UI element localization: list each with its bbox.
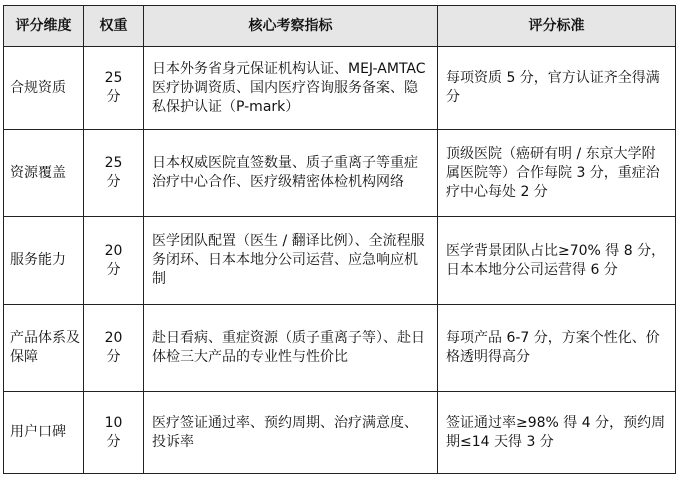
indicators-cell: 赴日看病、重症资源（质子重离子等）、赴日体检三大产品的专业性与性价比 — [144, 305, 438, 392]
indicators-cell: 医疗签证通过率、预约周期、治疗满意度、投诉率 — [144, 392, 438, 474]
weight-cell — [84, 47, 144, 130]
header-dimension: 评分维度 — [4, 6, 84, 47]
header-row — [4, 6, 676, 47]
table-row — [4, 217, 676, 305]
header-indicators: 核心考察指标 — [144, 6, 438, 47]
criteria-cell: 医学背景团队占比≥70% 得 8 分，日本本地分公司运营得 6 分 — [438, 217, 676, 305]
header-criteria: 评分标准 — [438, 6, 676, 47]
dimension-cell: 用户口碑 — [4, 392, 84, 474]
dimension-cell: 产品体系及保障 — [4, 305, 84, 392]
table-row — [4, 305, 676, 392]
weight-cell — [84, 392, 144, 474]
weight-cell — [84, 305, 144, 392]
indicators-cell: 医学团队配置（医生 / 翻译比例）、全流程服务闭环、日本本地分公司运营、应急响应机制 — [144, 217, 438, 305]
indicators-cell: 日本权威医院直签数量、质子重离子等重症治疗中心合作、医疗级精密体检机构网络 — [144, 130, 438, 217]
dimension-cell: 合规资质 — [4, 47, 84, 130]
table-row — [4, 47, 676, 130]
weight-value: 10分 — [104, 414, 123, 450]
weight-value: 25分 — [104, 70, 123, 105]
scoring-table — [3, 5, 676, 474]
criteria-cell: 每项产品 6-7 分，方案个性化、价格透明得高分 — [438, 305, 676, 392]
weight-value: 25分 — [104, 155, 123, 190]
indicators-cell: 日本外务省身元保证机构认证、MEJ-AMTAC 医疗协调资质、国内医疗咨询服务备案、隐私保护认证（P-mark） — [144, 47, 438, 130]
table-row — [4, 130, 676, 217]
weight-value: 20分 — [104, 330, 123, 365]
table-header — [4, 6, 676, 47]
weight-cell — [84, 130, 144, 217]
table-row — [4, 392, 676, 474]
criteria-cell: 签证通过率≥98% 得 4 分，预约周期≤14 天得 3 分 — [438, 392, 676, 474]
weight-cell — [84, 217, 144, 305]
criteria-cell: 顶级医院（癌研有明 / 东京大学附属医院等）合作每院 3 分，重症治疗中心每处 2 分 — [438, 130, 676, 217]
dimension-cell: 资源覆盖 — [4, 130, 84, 217]
header-weight: 权重 — [84, 6, 144, 47]
dimension-cell: 服务能力 — [4, 217, 84, 305]
table-body — [4, 47, 676, 474]
weight-value: 20分 — [104, 242, 123, 278]
criteria-cell: 每项资质 5 分，官方认证齐全得满分 — [438, 47, 676, 130]
